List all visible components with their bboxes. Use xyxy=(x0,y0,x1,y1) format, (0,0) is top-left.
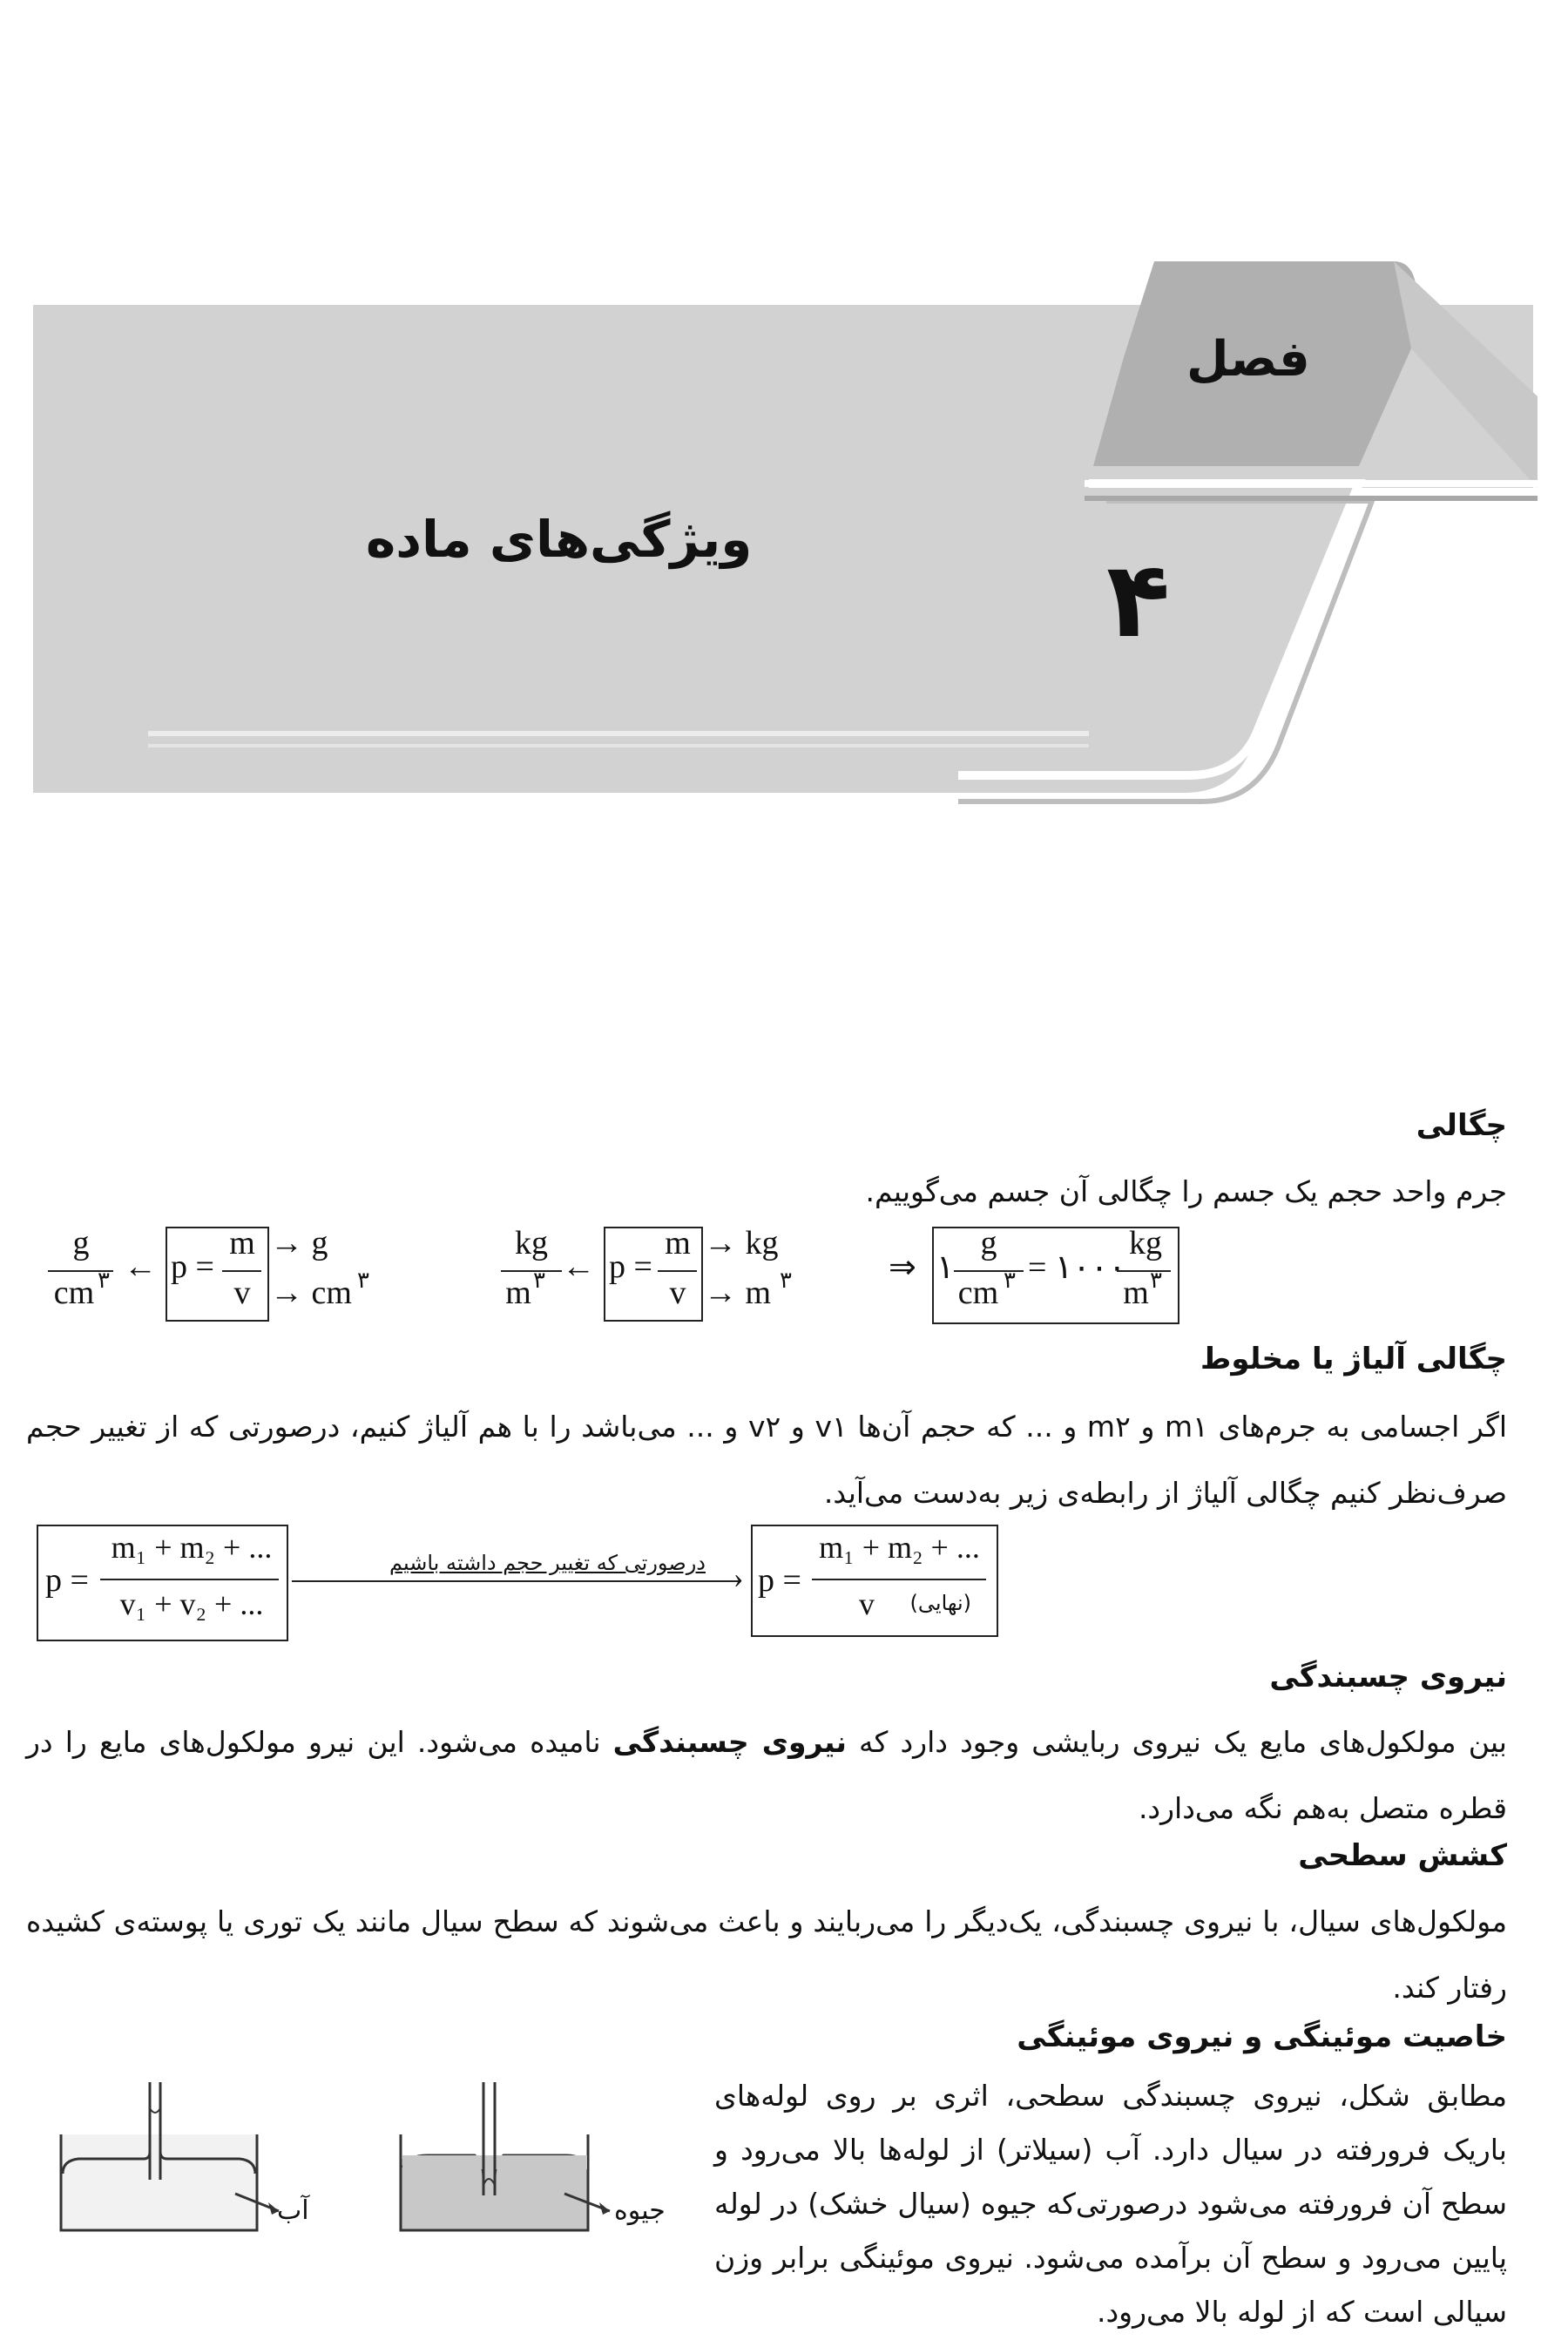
density-heading: چگالی xyxy=(1416,1108,1507,1143)
surface-tension-text: مولکول‌های سیال، با نیروی چسبندگی، یک‌دیگر را می‌ربایند و باعث می‌شوند که سطح سیال مانند یک توری یا پوسته‌ی کشیده رفتار کند. xyxy=(26,1904,1507,2005)
mercury-container xyxy=(401,2082,610,2230)
chapter-title: ویژگی‌های ماده xyxy=(366,510,753,569)
chapter-label: فصل xyxy=(1186,331,1310,388)
cohesion-heading: نیروی چسبندگی xyxy=(1269,1660,1507,1694)
chapter-banner xyxy=(0,253,1568,810)
cohesion-text: بین مولکول‌های مایع یک نیروی ربایشی وجود دارد که نیروی چسبندگی نامیده می‌شود. این نیرو مولکول‌های مایع را در قطره متصل به‌هم نگه می‌دارد. xyxy=(26,1725,1507,1825)
surface-tension-heading: کشش سطحی xyxy=(1298,1838,1507,1873)
water-container xyxy=(61,2082,279,2230)
alloy-heading: چگالی آلیاژ یا مخلوط xyxy=(1200,1342,1507,1376)
alloy-text: اگر اجسامی به جرم‌های m۱ و m۲ و ... که حجم آن‌ها v۱ و v۲ و ... می‌باشد را با هم آلیاژ کنیم، درصورتی که از تغییر حجم صرف‌نظر کنیم چگالی آلیاژ از رابطه‌ی زیر به‌دست می‌آید. xyxy=(26,1410,1507,1510)
capillary-text: مطابق شکل، نیروی چسبندگی سطحی، اثری بر روی لوله‌های باریک فرورفته در سیال دارد. آب (سیلاتر) از لوله‌ها بالا می‌رود و سطح آن فرورفته می‌شود درصورتی‌که جیوه (سیال خشک) در لوله پایین می‌رود و سطح آن برآمده می‌شود. نیروی موئینگی برابر وزن سیالی است که از لوله بالا می‌رود. xyxy=(714,2079,1507,2329)
water-label: آب xyxy=(277,2195,309,2226)
mercury-label: جیوه xyxy=(614,2195,666,2226)
capillary-heading: خاصیت موئینگی و نیروی موئینگی xyxy=(1017,2019,1507,2054)
capillary-figure xyxy=(44,2082,706,2265)
chapter-number: ۴ xyxy=(1106,540,1171,661)
density-text: جرم واحد حجم یک جسم را چگالی آن جسم می‌گوییم. xyxy=(865,1174,1507,1208)
